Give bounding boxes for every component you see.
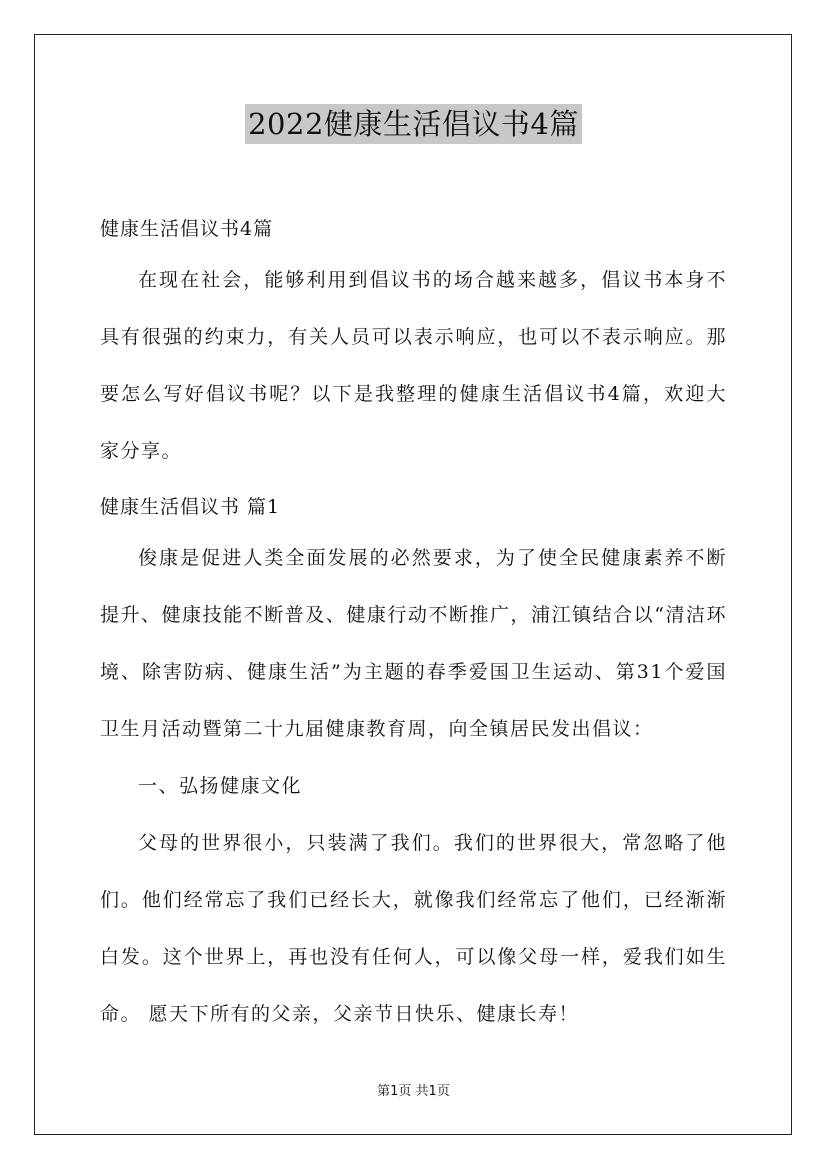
- document-subtitle: 健康生活倡议书4篇: [100, 218, 274, 240]
- section-paragraph: 父母的世界很小，只装满了我们。我们的世界很大，常忽略了他们。他们经常忘了我们已经长大，就像我们经常忘了他们，已经渐渐白发。这个世界上，再也没有任何人，可以像父母一样，爱我们如生命。 愿天下所有的父亲，父亲节日快乐、健康长寿！: [100, 832, 727, 1025]
- page-indicator: 第1页 共1页: [377, 1084, 450, 1099]
- page-footer: [0, 1083, 827, 1101]
- intro-paragraph: 在现在社会，能够利用到倡议书的场合越来越多，倡议书本身不具有很强的约束力，有关人员可以表示响应，也可以不表示响应。那要怎么写好倡议书呢？以下是我整理的健康生活倡议书4篇，欢迎大家分享。: [100, 269, 727, 462]
- section-block: [100, 493, 727, 1043]
- intro-block: [100, 215, 727, 480]
- document-title: 2022健康生活倡议书4篇: [245, 104, 582, 144]
- title-container: [0, 104, 827, 144]
- section-subheading: 一、弘扬健康文化: [138, 775, 303, 797]
- section-paragraph: 俊康是促进人类全面发展的必然要求，为了使全民健康素养不断提升、健康技能不断普及、健康行动不断推广，浦江镇结合以“清洁环境、除害防病、健康生活”为主题的春季爱国卫生运动、第31个爱国卫生月活动暨第二十九届健康教育周，向全镇居民发出倡议：: [100, 547, 727, 740]
- section-heading: 健康生活倡议书 篇1: [100, 496, 281, 518]
